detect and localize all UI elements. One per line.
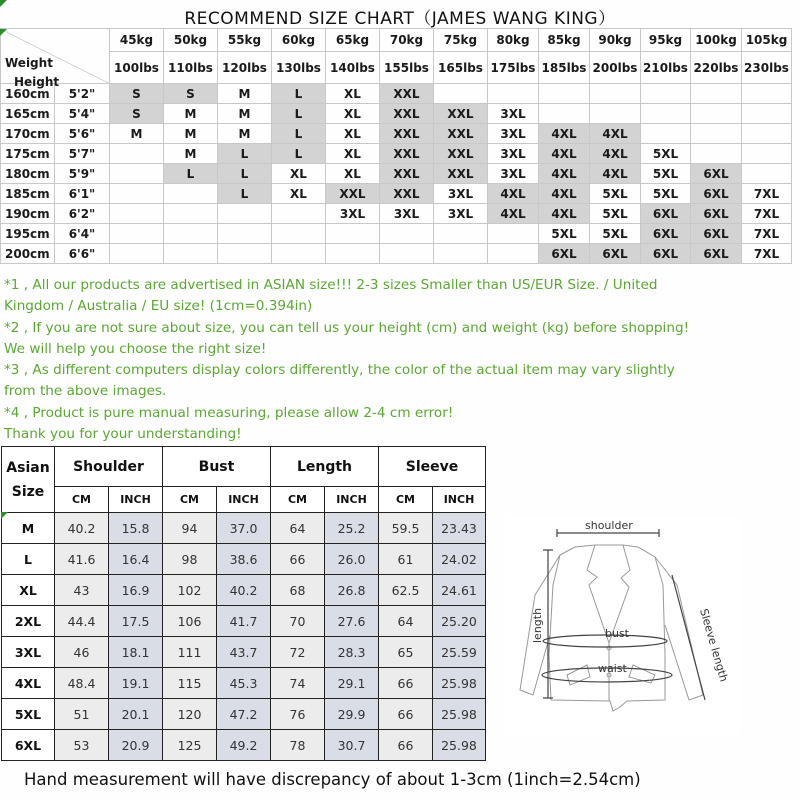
size-cell: XXL bbox=[434, 144, 488, 164]
size-cell: L bbox=[218, 184, 272, 204]
size-cell bbox=[218, 244, 272, 264]
corner-mark bbox=[1, 512, 8, 519]
height-label: Height bbox=[14, 75, 60, 89]
size-cell bbox=[164, 204, 218, 224]
inch-value: 24.02 bbox=[433, 544, 486, 575]
corner-mark bbox=[0, 29, 7, 36]
height-cm: 170cm bbox=[1, 124, 55, 144]
measurement-unit-header bbox=[2, 487, 486, 513]
size-cell bbox=[641, 84, 691, 104]
size-cell: L bbox=[272, 144, 326, 164]
size-cell: 5XL bbox=[641, 184, 691, 204]
size-cell: XXL bbox=[380, 184, 434, 204]
height-ft: 5'7" bbox=[55, 144, 110, 164]
size-row bbox=[1, 184, 792, 204]
size-row bbox=[1, 204, 792, 224]
cm-value: 78 bbox=[271, 730, 325, 761]
size-cell bbox=[272, 244, 326, 264]
recommend-size-table bbox=[0, 28, 792, 264]
waist-label: waist bbox=[598, 662, 627, 675]
note-line: *2 , If you are not sure about size, you can tell us your height (cm) and weight (kg) before shopping! bbox=[4, 319, 690, 336]
measurement-row bbox=[2, 730, 486, 761]
size-cell: 4XL bbox=[590, 124, 641, 144]
size-cell bbox=[691, 124, 742, 144]
size-cell bbox=[326, 224, 380, 244]
size-cell bbox=[164, 244, 218, 264]
weight-lbs-header: 230lbs bbox=[742, 52, 792, 84]
inch-value: 29.1 bbox=[325, 668, 379, 699]
measure-group-length: Length bbox=[271, 447, 379, 487]
weight-lbs-header: 100lbs bbox=[110, 52, 164, 84]
asian-size: M bbox=[2, 513, 55, 544]
inch-value: 38.6 bbox=[217, 544, 271, 575]
inch-value: 20.1 bbox=[109, 699, 163, 730]
height-cm: 175cm bbox=[1, 144, 55, 164]
measurement-row bbox=[2, 575, 486, 606]
height-ft: 5'6" bbox=[55, 124, 110, 144]
cm-value: 102 bbox=[163, 575, 217, 606]
cm-value: 98 bbox=[163, 544, 217, 575]
cm-value: 61 bbox=[379, 544, 433, 575]
inch-value: 47.2 bbox=[217, 699, 271, 730]
size-cell bbox=[742, 144, 792, 164]
weight-height-corner bbox=[1, 29, 110, 89]
bust-label: bust bbox=[605, 627, 629, 640]
size-cell: 4XL bbox=[539, 204, 590, 224]
measurement-row bbox=[2, 699, 486, 730]
size-row bbox=[1, 104, 792, 124]
cm-value: 62.5 bbox=[379, 575, 433, 606]
weight-lbs-header: 155lbs bbox=[380, 52, 434, 84]
size-cell: M bbox=[218, 104, 272, 124]
size-cell bbox=[380, 244, 434, 264]
height-cm: 195cm bbox=[1, 224, 55, 244]
size-cell: L bbox=[218, 164, 272, 184]
weight-kg-header: 65kg bbox=[326, 29, 380, 52]
asian-label: Asian bbox=[6, 459, 50, 476]
weight-lbs-header: 220lbs bbox=[691, 52, 742, 84]
inch-value: 25.2 bbox=[325, 513, 379, 544]
size-cell: XL bbox=[326, 84, 380, 104]
size-cell: 4XL bbox=[488, 184, 539, 204]
inch-value: 25.59 bbox=[433, 637, 486, 668]
sleeve-length-label: Sleeve length bbox=[697, 607, 731, 684]
size-cell: 4XL bbox=[590, 164, 641, 184]
height-cm: 185cm bbox=[1, 184, 55, 204]
cm-value: 48.4 bbox=[55, 668, 109, 699]
size-cell: 4XL bbox=[539, 184, 590, 204]
weight-kg-header: 100kg bbox=[691, 29, 742, 52]
size-cell: XXL bbox=[380, 124, 434, 144]
size-cell: 4XL bbox=[539, 144, 590, 164]
size-cell: M bbox=[110, 124, 164, 144]
size-cell: M bbox=[218, 84, 272, 104]
size-cell: 5XL bbox=[590, 184, 641, 204]
size-cell bbox=[434, 84, 488, 104]
weight-label: Weight bbox=[5, 56, 53, 70]
size-cell bbox=[641, 104, 691, 124]
size-cell bbox=[488, 224, 539, 244]
size-cell: 5XL bbox=[641, 144, 691, 164]
inch-value: 43.7 bbox=[217, 637, 271, 668]
size-cell bbox=[272, 224, 326, 244]
height-ft: 6'1" bbox=[55, 184, 110, 204]
size-cell bbox=[434, 224, 488, 244]
size-cell: 3XL bbox=[434, 184, 488, 204]
size-cell bbox=[691, 144, 742, 164]
weight-kg-header: 80kg bbox=[488, 29, 539, 52]
size-cell: 3XL bbox=[488, 124, 539, 144]
cm-value: 74 bbox=[271, 668, 325, 699]
size-cell bbox=[488, 244, 539, 264]
shoulder-label: shoulder bbox=[585, 519, 633, 532]
weight-kg-header: 55kg bbox=[218, 29, 272, 52]
size-row bbox=[1, 124, 792, 144]
inch-value: 45.3 bbox=[217, 668, 271, 699]
size-row bbox=[1, 84, 792, 104]
note-line: We will help you choose the right size! bbox=[4, 340, 267, 357]
cm-value: 66 bbox=[379, 668, 433, 699]
weight-lbs-header: 140lbs bbox=[326, 52, 380, 84]
weight-kg-header: 95kg bbox=[641, 29, 691, 52]
cm-value: 76 bbox=[271, 699, 325, 730]
size-cell bbox=[539, 84, 590, 104]
unit-header: CM bbox=[55, 487, 109, 513]
size-cell: 3XL bbox=[488, 164, 539, 184]
size-cell: 4XL bbox=[539, 164, 590, 184]
size-row bbox=[1, 144, 792, 164]
unit-header: CM bbox=[271, 487, 325, 513]
height-ft: 5'9" bbox=[55, 164, 110, 184]
size-cell bbox=[434, 244, 488, 264]
cm-value: 65 bbox=[379, 637, 433, 668]
size-cell: 3XL bbox=[326, 204, 380, 224]
weight-kg-header: 75kg bbox=[434, 29, 488, 52]
size-cell bbox=[164, 224, 218, 244]
note-line: from the above images. bbox=[4, 383, 167, 400]
inch-value: 23.43 bbox=[433, 513, 486, 544]
length-label: length bbox=[531, 607, 544, 643]
size-cell bbox=[164, 184, 218, 204]
weight-lbs-header: 130lbs bbox=[272, 52, 326, 84]
size-cell: 5XL bbox=[590, 224, 641, 244]
note-line: *1 , All our products are advertised in ASIAN size!!! 2-3 sizes Smaller than US/EUR Size. / United bbox=[4, 277, 658, 293]
cm-value: 70 bbox=[271, 606, 325, 637]
measurement-row bbox=[2, 637, 486, 668]
inch-value: 40.2 bbox=[217, 575, 271, 606]
weight-lbs-header: 175lbs bbox=[488, 52, 539, 84]
weight-lbs-header: 185lbs bbox=[539, 52, 590, 84]
size-cell bbox=[110, 164, 164, 184]
size-cell: 4XL bbox=[488, 204, 539, 224]
weight-lbs-header: 110lbs bbox=[164, 52, 218, 84]
weight-lbs-row bbox=[1, 52, 792, 84]
inch-value: 26.0 bbox=[325, 544, 379, 575]
footer-note: Hand measurement will have discrepancy of about 1-3cm (1inch=2.54cm) bbox=[24, 770, 641, 789]
measure-group-sleeve: Sleeve bbox=[379, 447, 486, 487]
size-cell bbox=[590, 84, 641, 104]
size-cell: L bbox=[218, 144, 272, 164]
size-cell bbox=[218, 204, 272, 224]
height-ft: 6'4" bbox=[55, 224, 110, 244]
notes-section bbox=[4, 275, 800, 445]
note-line: *3 , As different computers display colors differently, the color of the actual item may vary slightly bbox=[4, 362, 675, 379]
size-cell: 6XL bbox=[641, 224, 691, 244]
height-cm: 165cm bbox=[1, 104, 55, 124]
asian-size: 5XL bbox=[2, 699, 55, 730]
size-cell bbox=[326, 244, 380, 264]
size-cell: L bbox=[164, 164, 218, 184]
inch-value: 41.7 bbox=[217, 606, 271, 637]
size-cell bbox=[539, 104, 590, 124]
weight-kg-header: 90kg bbox=[590, 29, 641, 52]
size-cell bbox=[380, 224, 434, 244]
cm-value: 72 bbox=[271, 637, 325, 668]
size-cell: 7XL bbox=[742, 244, 792, 264]
inch-value: 18.1 bbox=[109, 637, 163, 668]
size-cell bbox=[110, 204, 164, 224]
size-cell bbox=[691, 84, 742, 104]
note-line: Thank you for your understanding! bbox=[4, 426, 242, 443]
cm-value: 111 bbox=[163, 637, 217, 668]
size-cell: XXL bbox=[434, 164, 488, 184]
height-cm: 190cm bbox=[1, 204, 55, 224]
size-cell: XL bbox=[272, 164, 326, 184]
inch-value: 27.6 bbox=[325, 606, 379, 637]
cm-value: 40.2 bbox=[55, 513, 109, 544]
unit-header: CM bbox=[163, 487, 217, 513]
inch-value: 24.61 bbox=[433, 575, 486, 606]
size-cell: 6XL bbox=[641, 244, 691, 264]
size-row bbox=[1, 164, 792, 184]
size-cell: 7XL bbox=[742, 204, 792, 224]
cm-value: 66 bbox=[379, 699, 433, 730]
size-cell bbox=[742, 84, 792, 104]
measurement-group-header bbox=[2, 447, 486, 487]
measurement-row bbox=[2, 544, 486, 575]
size-cell bbox=[691, 104, 742, 124]
size-cell: 5XL bbox=[641, 164, 691, 184]
size-cell bbox=[110, 244, 164, 264]
size-cell bbox=[218, 224, 272, 244]
size-cell: 6XL bbox=[691, 244, 742, 264]
inch-value: 16.9 bbox=[109, 575, 163, 606]
size-cell: 6XL bbox=[641, 204, 691, 224]
cm-value: 59.5 bbox=[379, 513, 433, 544]
weight-kg-header: 85kg bbox=[539, 29, 590, 52]
cm-value: 94 bbox=[163, 513, 217, 544]
unit-header: CM bbox=[379, 487, 433, 513]
size-cell: XXL bbox=[380, 84, 434, 104]
size-cell: 6XL bbox=[691, 184, 742, 204]
inch-value: 17.5 bbox=[109, 606, 163, 637]
size-cell: 6XL bbox=[691, 224, 742, 244]
asian-size: XL bbox=[2, 575, 55, 606]
size-cell: XL bbox=[326, 124, 380, 144]
size-cell: L bbox=[272, 124, 326, 144]
size-row bbox=[1, 224, 792, 244]
height-cm: 200cm bbox=[1, 244, 55, 264]
cm-value: 106 bbox=[163, 606, 217, 637]
cm-value: 125 bbox=[163, 730, 217, 761]
size-cell bbox=[742, 124, 792, 144]
cm-value: 64 bbox=[271, 513, 325, 544]
cm-value: 44.4 bbox=[55, 606, 109, 637]
size-cell bbox=[110, 224, 164, 244]
cm-value: 41.6 bbox=[55, 544, 109, 575]
size-cell: 5XL bbox=[539, 224, 590, 244]
height-cm: 180cm bbox=[1, 164, 55, 184]
size-cell: L bbox=[272, 84, 326, 104]
inch-value: 29.9 bbox=[325, 699, 379, 730]
size-cell: 6XL bbox=[590, 244, 641, 264]
asian-size: L bbox=[2, 544, 55, 575]
weight-lbs-header: 165lbs bbox=[434, 52, 488, 84]
unit-header: INCH bbox=[109, 487, 163, 513]
measurement-row bbox=[2, 513, 486, 544]
size-cell bbox=[590, 104, 641, 124]
unit-header: INCH bbox=[217, 487, 271, 513]
size-cell: 3XL bbox=[488, 144, 539, 164]
size-cell: XL bbox=[272, 184, 326, 204]
jacket-outline-icon bbox=[505, 515, 740, 735]
size-cell: XXL bbox=[380, 144, 434, 164]
size-cell: 6XL bbox=[691, 204, 742, 224]
measurement-table bbox=[1, 446, 486, 761]
cm-value: 66 bbox=[379, 730, 433, 761]
inch-value: 25.98 bbox=[433, 668, 486, 699]
size-cell: 4XL bbox=[539, 124, 590, 144]
size-cell: M bbox=[218, 124, 272, 144]
weight-kg-header: 50kg bbox=[164, 29, 218, 52]
chart-title: RECOMMEND SIZE CHART（JAMES WANG KING） bbox=[184, 9, 616, 29]
size-cell bbox=[110, 184, 164, 204]
cm-value: 53 bbox=[55, 730, 109, 761]
cm-value: 68 bbox=[271, 575, 325, 606]
size-cell bbox=[272, 204, 326, 224]
inch-value: 20.9 bbox=[109, 730, 163, 761]
measure-group-shoulder: Shoulder bbox=[55, 447, 163, 487]
size-cell: 7XL bbox=[742, 184, 792, 204]
inch-value: 19.1 bbox=[109, 668, 163, 699]
size-cell: 7XL bbox=[742, 224, 792, 244]
size-cell: 5XL bbox=[590, 204, 641, 224]
size-cell: XL bbox=[326, 164, 380, 184]
cm-value: 43 bbox=[55, 575, 109, 606]
asian-size: 6XL bbox=[2, 730, 55, 761]
measure-group-bust: Bust bbox=[163, 447, 271, 487]
size-cell: XL bbox=[326, 104, 380, 124]
height-ft: 5'2" bbox=[55, 84, 110, 104]
cm-value: 46 bbox=[55, 637, 109, 668]
size-cell: XXL bbox=[434, 124, 488, 144]
size-cell: XXL bbox=[326, 184, 380, 204]
weight-kg-header: 45kg bbox=[110, 29, 164, 52]
cm-value: 64 bbox=[379, 606, 433, 637]
size-cell: XXL bbox=[434, 104, 488, 124]
inch-value: 28.3 bbox=[325, 637, 379, 668]
size-label: Size bbox=[11, 483, 45, 500]
cm-value: 115 bbox=[163, 668, 217, 699]
size-cell: M bbox=[164, 104, 218, 124]
cm-value: 66 bbox=[271, 544, 325, 575]
weight-lbs-header: 210lbs bbox=[641, 52, 691, 84]
size-cell bbox=[742, 104, 792, 124]
inch-value: 16.4 bbox=[109, 544, 163, 575]
height-ft: 6'2" bbox=[55, 204, 110, 224]
weight-lbs-header: 120lbs bbox=[218, 52, 272, 84]
inch-value: 25.20 bbox=[433, 606, 486, 637]
size-cell: XL bbox=[326, 144, 380, 164]
size-cell: 3XL bbox=[380, 204, 434, 224]
size-cell bbox=[742, 164, 792, 184]
height-cm: 160cm bbox=[1, 84, 55, 104]
asian-size: 4XL bbox=[2, 668, 55, 699]
size-cell: M bbox=[164, 144, 218, 164]
size-cell: S bbox=[110, 104, 164, 124]
size-cell: 3XL bbox=[488, 104, 539, 124]
size-cell: L bbox=[272, 104, 326, 124]
inch-value: 25.98 bbox=[433, 699, 486, 730]
inch-value: 30.7 bbox=[325, 730, 379, 761]
jacket-measurement-diagram bbox=[505, 515, 740, 735]
weight-kg-row bbox=[1, 29, 792, 52]
cm-value: 120 bbox=[163, 699, 217, 730]
asian-size: 3XL bbox=[2, 637, 55, 668]
height-ft: 6'6" bbox=[55, 244, 110, 264]
size-cell: S bbox=[164, 84, 218, 104]
inch-value: 37.0 bbox=[217, 513, 271, 544]
weight-kg-header: 60kg bbox=[272, 29, 326, 52]
inch-value: 25.98 bbox=[433, 730, 486, 761]
size-cell: S bbox=[110, 84, 164, 104]
measurement-row bbox=[2, 606, 486, 637]
size-cell: XXL bbox=[380, 104, 434, 124]
note-line: *4 , Product is pure manual measuring, please allow 2-4 cm error! bbox=[4, 404, 454, 421]
inch-value: 49.2 bbox=[217, 730, 271, 761]
size-cell: 6XL bbox=[691, 164, 742, 184]
height-ft: 5'4" bbox=[55, 104, 110, 124]
measurement-row bbox=[2, 668, 486, 699]
size-cell: M bbox=[164, 124, 218, 144]
size-cell: 4XL bbox=[590, 144, 641, 164]
weight-kg-header: 105kg bbox=[742, 29, 792, 52]
size-cell bbox=[641, 124, 691, 144]
weight-kg-header: 70kg bbox=[380, 29, 434, 52]
unit-header: INCH bbox=[433, 487, 486, 513]
corner-mark bbox=[0, 0, 7, 7]
asian-size: 2XL bbox=[2, 606, 55, 637]
inch-value: 26.8 bbox=[325, 575, 379, 606]
size-cell: XXL bbox=[380, 164, 434, 184]
size-cell: 6XL bbox=[539, 244, 590, 264]
asian-size-header bbox=[2, 447, 55, 513]
note-line: Kingdom / Australia / EU size! (1cm=0.394in) bbox=[4, 298, 313, 315]
cm-value: 51 bbox=[55, 699, 109, 730]
weight-lbs-header: 200lbs bbox=[590, 52, 641, 84]
size-row bbox=[1, 244, 792, 264]
size-cell bbox=[110, 144, 164, 164]
inch-value: 15.8 bbox=[109, 513, 163, 544]
unit-header: INCH bbox=[325, 487, 379, 513]
size-cell: 3XL bbox=[434, 204, 488, 224]
size-cell bbox=[488, 84, 539, 104]
